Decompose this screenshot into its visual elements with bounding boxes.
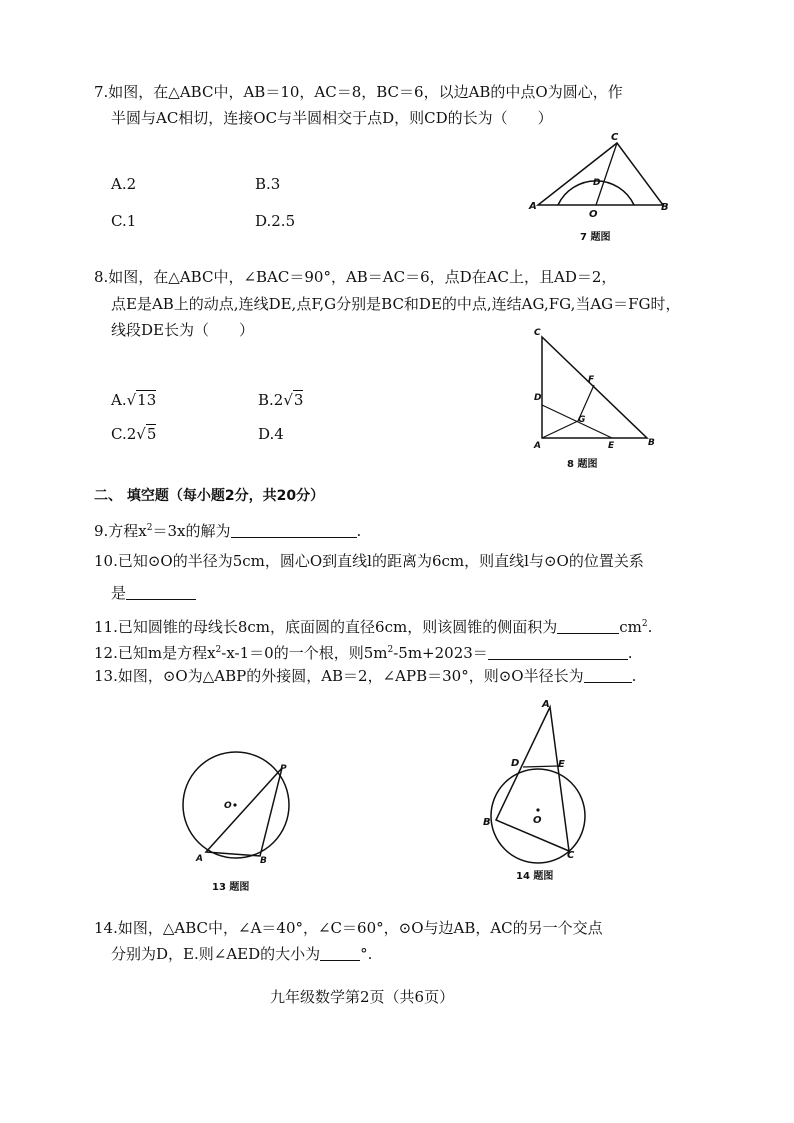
q7-option-b: B.3 (255, 175, 281, 193)
q14-line1: 14.如图，△ABC中，∠A＝40°，∠C＝60°，⊙O与边AB，AC的另一个交点 (94, 919, 603, 937)
q8-option-b-radicand: 3 (293, 391, 304, 409)
q8-line2: 点E是AB上的动点,连线DE,点F,G分别是BC和DE的中点,连结AG,FG,当AG＝FG时， (111, 295, 681, 313)
q14-label-b: B (483, 817, 491, 828)
q7-segment-oc (596, 143, 617, 205)
q8-option-c: C.2√5 (111, 425, 157, 443)
q12-answer-blank[interactable] (488, 644, 628, 660)
q14-label-o: O (533, 815, 542, 826)
q13-line: 13.如图，⊙O为△ABP的外接圆，AB＝2，∠APB＝30°，则⊙O半径长为 . (94, 667, 637, 685)
q7-label-a: A (529, 201, 537, 212)
q7-label-o: O (589, 209, 598, 220)
q8-label-a: A (534, 441, 541, 451)
q7-label-c: C (611, 132, 619, 143)
q8-line1: 8.如图，在△ABC中，∠BAC＝90°，AB＝AC＝6，点D在AC上，且AD＝2， (94, 268, 617, 286)
q8-label-c: C (534, 328, 541, 338)
q11-answer-blank[interactable] (557, 618, 619, 634)
q13-figure (180, 750, 305, 895)
q8-line3: 线段DE长为（ ） (111, 321, 254, 339)
q8-option-b: B.2√3 (258, 391, 304, 409)
q14-line2: 分别为D，E.则∠AED的大小为 °. (111, 945, 373, 963)
q13-caption: 13 题图 (212, 882, 250, 893)
page-footer: 九年级数学第2页（共6页） (270, 988, 455, 1006)
q7-option-a: A.2 (111, 175, 137, 193)
q14-label-d: D (511, 758, 520, 769)
q8-option-a-radicand: 13 (137, 391, 157, 409)
q13-label-p: P (280, 764, 287, 774)
q7-line1: 7.如图，在△ABC中，AB＝10，AC＝8，BC＝6，以边AB的中点O为圆心，作 (94, 83, 623, 101)
q8-option-d: D.4 (258, 425, 284, 443)
q10-answer-blank[interactable] (126, 584, 196, 600)
q9-answer-blank[interactable] (231, 522, 357, 538)
q8-caption: 8 题图 (567, 459, 598, 470)
q8-segment-ag (542, 421, 578, 438)
q7-option-c: C.1 (111, 212, 137, 230)
q14-segment-de (523, 766, 558, 767)
q13-answer-blank[interactable] (584, 667, 632, 683)
q7-figure (525, 130, 675, 245)
q8-option-c-radicand: 5 (146, 425, 157, 443)
q7-label-d: D (593, 178, 601, 188)
q8-label-d: D (534, 393, 542, 403)
q7-label-b: B (661, 202, 669, 213)
q10-line2: 是 (111, 583, 196, 603)
q14-label-e: E (558, 759, 565, 770)
q14-answer-blank[interactable] (320, 945, 360, 961)
q8-label-f: F (588, 375, 595, 385)
q14-label-a: A (542, 699, 550, 710)
q10-line1: 10.已知⊙O的半径为5cm，圆心O到直线l的距离为6cm，则直线l与⊙O的位置关系 (94, 552, 644, 570)
q8-label-g: G (578, 415, 586, 425)
q8-figure (530, 325, 665, 450)
q8-triangle (542, 337, 647, 438)
q13-label-a: A (196, 854, 203, 864)
q12-line: 12.已知m是方程$x^2-x-1=0$的一个根，则$5m^2-5m+2023=$ . (94, 644, 633, 662)
q11-line: 11.已知圆锥的母线长8cm，底面圆的直径6cm，则该圆锥的侧面积为 $cm^2$. (94, 618, 653, 636)
q9-line: 9.方程$x^2=3x$的解为 . (94, 522, 362, 540)
section2-title: 二、 填空题（每小题2分，共20分） (94, 488, 325, 504)
q7-triangle (538, 143, 663, 205)
q8-label-b: B (648, 438, 655, 448)
q8-label-e: E (608, 441, 615, 451)
q14-center-dot (536, 808, 539, 811)
q13-label-o: O (224, 801, 232, 811)
q8-option-a: A.√13 (111, 391, 157, 409)
q14-triangle-abc (496, 707, 569, 851)
q13-label-b: B (260, 856, 267, 866)
q13-center-dot (233, 803, 236, 806)
q14-caption: 14 题图 (516, 871, 554, 882)
q14-label-c: C (567, 850, 575, 861)
q7-caption: 7 题图 (580, 232, 611, 243)
q14-figure (478, 697, 598, 887)
q7-line2: 半圆与AC相切，连接OC与半圆相交于点D，则CD的长为（ ） (111, 109, 553, 127)
q7-option-d: D.2.5 (255, 212, 296, 230)
q13-triangle-abp (206, 768, 282, 856)
